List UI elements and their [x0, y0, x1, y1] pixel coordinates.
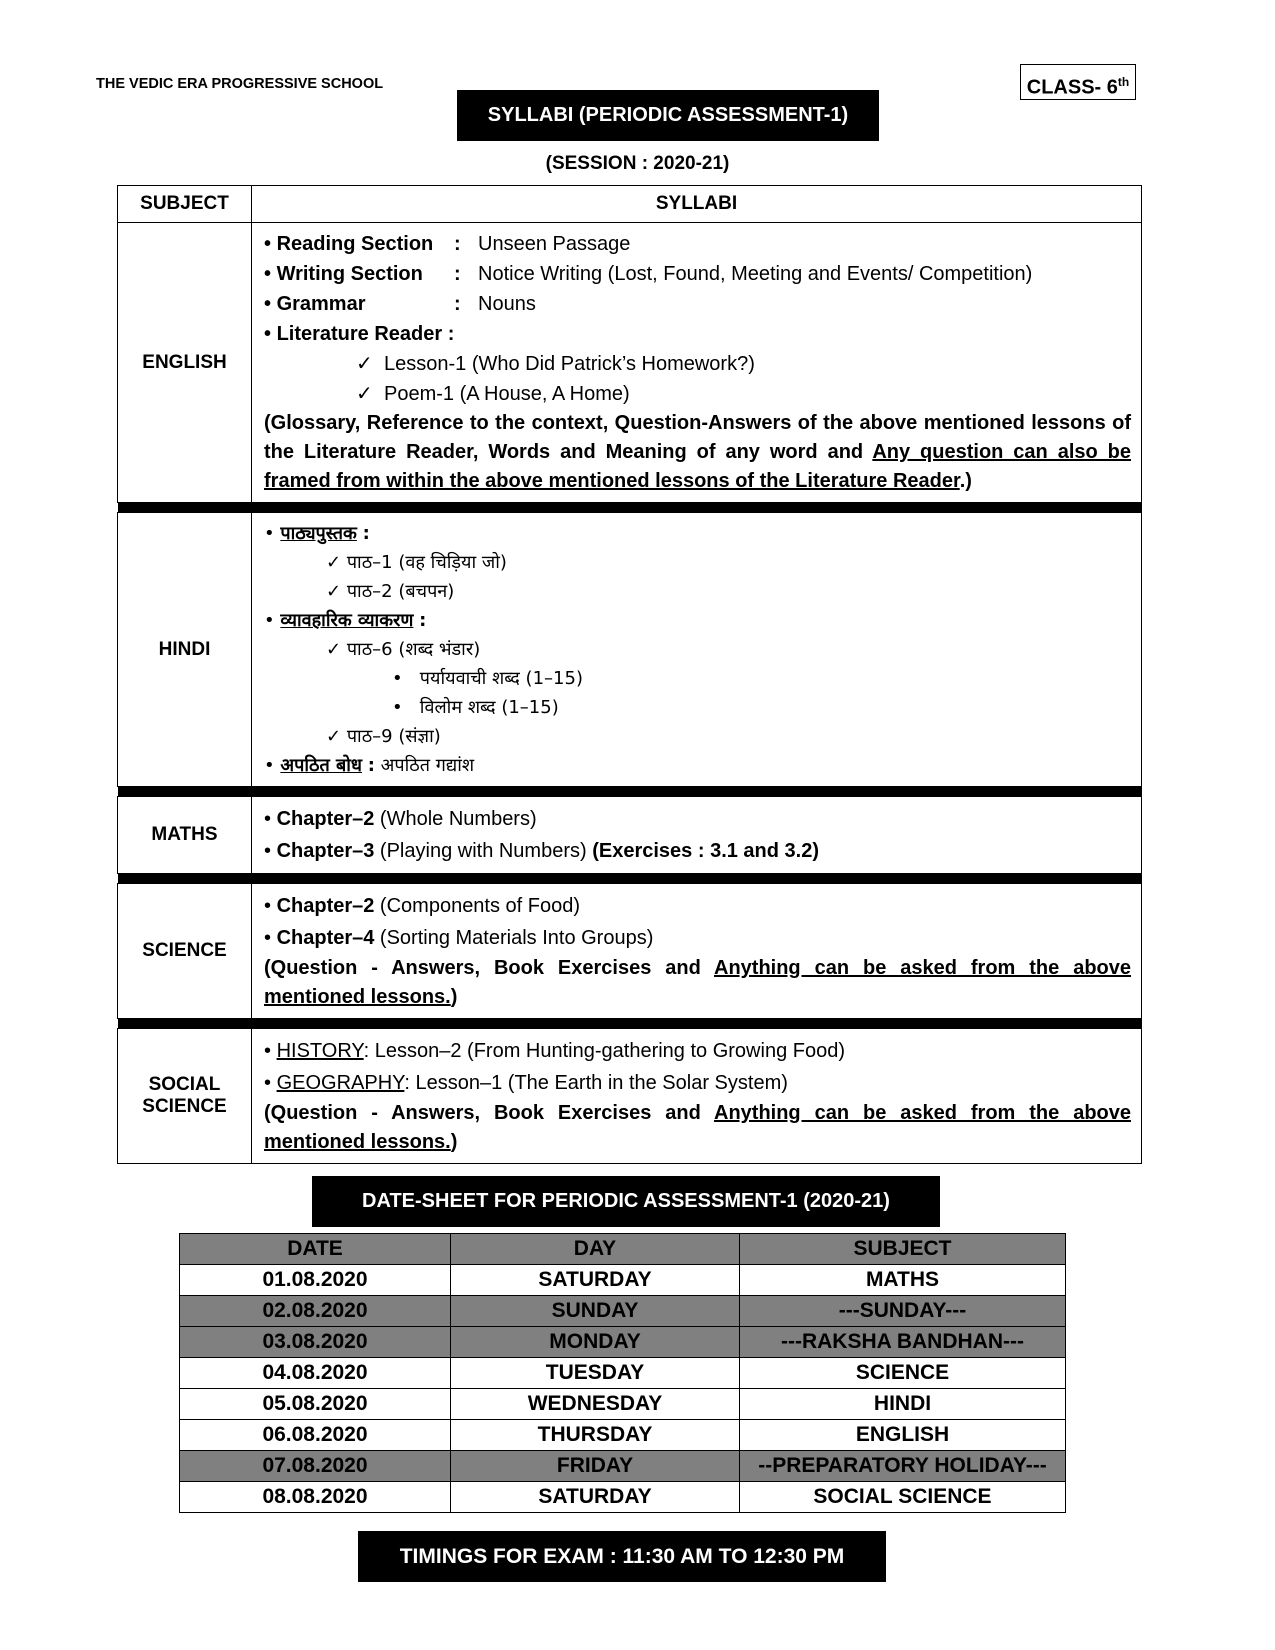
maths-subject: MATHS [118, 797, 252, 874]
check-icon: ✓ [326, 726, 342, 747]
table-row: 02.08.2020 SUNDAY ---SUNDAY--- [180, 1296, 1066, 1327]
table-row: 01.08.2020 SATURDAY MATHS [180, 1265, 1066, 1296]
day-header: DAY [451, 1234, 740, 1265]
datesheet-title: DATE-SHEET FOR PERIODIC ASSESSMENT-1 (2020-21) [312, 1176, 940, 1227]
syllabi-column-header: SYLLABI [252, 186, 1142, 223]
social-science-syllabus [252, 1029, 1142, 1164]
history-item: • HISTORY: Lesson–2 (From Hunting-gathering to Growing Food) [264, 1040, 845, 1062]
datesheet-header-row [180, 1234, 1066, 1265]
school-name: THE VEDIC ERA PROGRESSIVE SCHOOL [96, 76, 384, 92]
english-item: • Writing Section : Notice Writing (Lost, Found, Meeting and Events/ Competition) [264, 263, 1033, 285]
hindi-lesson: ✓ पाठ–6 (शब्द भंडार) [326, 639, 481, 660]
lesson-item: ✓ Poem-1 (A House, A Home) [264, 379, 1131, 409]
hindi-sub-item: • विलोम शब्द (1–15) [392, 697, 559, 718]
maths-row [118, 797, 1142, 874]
social-science-subject: SOCIAL SCIENCE [118, 1029, 252, 1164]
hindi-syllabus [252, 513, 1142, 787]
literature-reader-label: • Literature Reader : [264, 323, 455, 345]
science-chapter: • Chapter–4 (Sorting Materials Into Groups) [264, 927, 654, 949]
hindi-lesson: ✓ पाठ–1 (वह चिड़िया जो) [326, 552, 507, 573]
class-label [1020, 64, 1136, 100]
table-row: 05.08.2020 WEDNESDAY HINDI [180, 1389, 1066, 1420]
science-subject: SCIENCE [118, 884, 252, 1019]
syllabus-table [117, 185, 1142, 1164]
subject-column-header: SUBJECT [118, 186, 252, 223]
syllabus-header-row [118, 186, 1142, 223]
maths-syllabus [252, 797, 1142, 874]
hindi-unseen: • अपठित बोध : अपठित गद्यांश [264, 755, 475, 776]
science-note: (Question - Answers, Book Exercises and Anything can be asked from the above mentioned lessons.) [264, 957, 1131, 1008]
maths-chapter: • Chapter–3 (Playing with Numbers) (Exercises : 3.1 and 3.2) [264, 840, 820, 862]
hindi-row [118, 513, 1142, 787]
hindi-book-label: • पाठ्यपुस्तक : [264, 523, 370, 544]
english-row [118, 223, 1142, 503]
check-icon: ✓ [326, 639, 342, 660]
english-note: (Glossary, Reference to the context, Question-Answers of the above mentioned lessons of the Literature Reader, Words and Meaning of any word and Any question can also be framed from within the above mentioned lessons of the Literature Reader.) [264, 412, 1132, 492]
maths-chapter: • Chapter–2 (Whole Numbers) [264, 808, 537, 830]
check-icon: ✓ [326, 581, 342, 602]
english-item: • Grammar : Nouns [264, 293, 536, 315]
class-superscript: th [1117, 75, 1130, 89]
hindi-sub-item: • पर्यायवाची शब्द (1–15) [392, 668, 583, 689]
geography-item: • GEOGRAPHY: Lesson–1 (The Earth in the Solar System) [264, 1072, 788, 1094]
table-row: 06.08.2020 THURSDAY ENGLISH [180, 1420, 1066, 1451]
check-icon: ✓ [356, 383, 373, 405]
subject-header: SUBJECT [740, 1234, 1066, 1265]
social-science-note: (Question - Answers, Book Exercises and Anything can be asked from the above mentioned lessons.) [264, 1102, 1131, 1153]
class-text: CLASS- 6 [1026, 76, 1118, 99]
datesheet-table [179, 1233, 1066, 1513]
hindi-lesson: ✓ पाठ–9 (संज्ञा) [326, 726, 441, 747]
syllabi-title: SYLLABI (PERIODIC ASSESSMENT-1) [457, 90, 879, 141]
english-item: • Reading Section : Unseen Passage [264, 233, 631, 255]
science-syllabus [252, 884, 1142, 1019]
table-row: 08.08.2020 SATURDAY SOCIAL SCIENCE [180, 1482, 1066, 1513]
english-subject: ENGLISH [118, 223, 252, 503]
english-syllabus [252, 223, 1142, 503]
science-chapter: • Chapter–2 (Components of Food) [264, 895, 581, 917]
table-row: 03.08.2020 MONDAY ---RAKSHA BANDHAN--- [180, 1327, 1066, 1358]
lesson-item: ✓ Lesson-1 (Who Did Patrick’s Homework?) [264, 349, 1131, 379]
date-header: DATE [180, 1234, 451, 1265]
hindi-subject: HINDI [118, 513, 252, 787]
social-science-row [118, 1029, 1142, 1164]
session-label: (SESSION : 2020-21) [545, 153, 730, 174]
check-icon: ✓ [356, 353, 373, 375]
table-row: 07.08.2020 FRIDAY --PREPARATORY HOLIDAY--- [180, 1451, 1066, 1482]
hindi-lesson: ✓ पाठ–2 (बचपन) [326, 581, 455, 602]
hindi-grammar-label: • व्यावहारिक व्याकरण : [264, 610, 427, 631]
check-icon: ✓ [326, 552, 342, 573]
exam-timings: TIMINGS FOR EXAM : 11:30 AM TO 12:30 PM [358, 1531, 886, 1582]
science-row [118, 884, 1142, 1019]
table-row: 04.08.2020 TUESDAY SCIENCE [180, 1358, 1066, 1389]
